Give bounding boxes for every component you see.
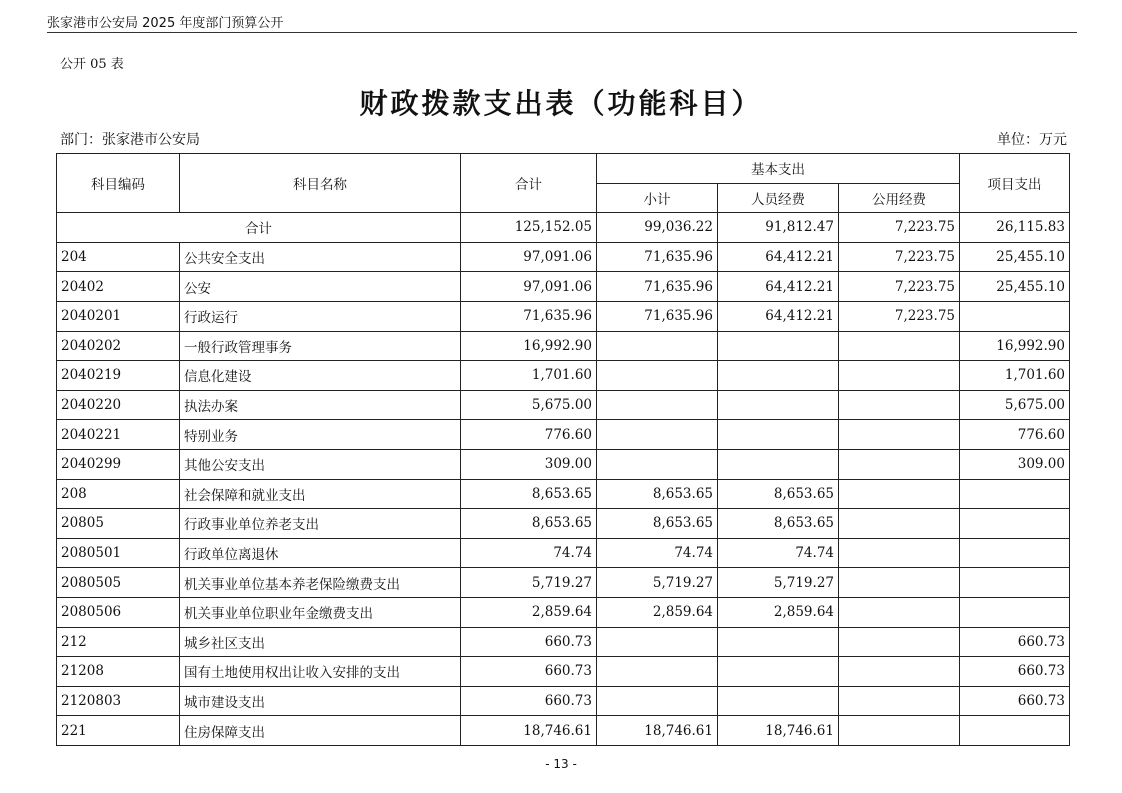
- public-cell: [839, 361, 960, 391]
- name-cell: 行政单位离退休: [180, 538, 461, 568]
- subtotal-cell: 5,719.27: [597, 568, 718, 598]
- project-cell: 660.73: [960, 657, 1070, 687]
- subtotal-cell: 71,635.96: [597, 242, 718, 272]
- code-cell: 204: [57, 242, 180, 272]
- personnel-cell: 8,653.65: [718, 509, 839, 539]
- header-public: 公用经费: [839, 183, 960, 213]
- total-cell: 18,746.61: [461, 716, 597, 746]
- public-cell: [839, 716, 960, 746]
- total-cell: 97,091.06: [461, 242, 597, 272]
- name-cell: 城市建设支出: [180, 686, 461, 716]
- public-cell: 7,223.75: [839, 272, 960, 302]
- table-row: [57, 538, 1070, 568]
- total-cell: 660.73: [461, 627, 597, 657]
- total-cell: 8,653.65: [461, 479, 597, 509]
- code-cell: 2080501: [57, 538, 180, 568]
- subtotal-cell: [597, 449, 718, 479]
- total-cell: 660.73: [461, 657, 597, 687]
- total-cell: 71,635.96: [461, 301, 597, 331]
- name-cell: 执法办案: [180, 390, 461, 420]
- project-cell: 26,115.83: [960, 213, 1070, 243]
- subtotal-cell: [597, 390, 718, 420]
- public-cell: [839, 509, 960, 539]
- header-name: 科目名称: [180, 154, 461, 213]
- header-project: 项目支出: [960, 154, 1070, 213]
- personnel-cell: [718, 361, 839, 391]
- page-title: 财政拨款支出表（功能科目）: [359, 87, 763, 120]
- public-cell: [839, 686, 960, 716]
- personnel-cell: 18,746.61: [718, 716, 839, 746]
- project-cell: 309.00: [960, 449, 1070, 479]
- personnel-cell: 64,412.21: [718, 272, 839, 302]
- personnel-cell: [718, 331, 839, 361]
- personnel-cell: 8,653.65: [718, 479, 839, 509]
- name-cell: 一般行政管理事务: [180, 331, 461, 361]
- code-cell: 20805: [57, 509, 180, 539]
- name-cell: 行政运行: [180, 301, 461, 331]
- public-cell: [839, 479, 960, 509]
- subtotal-cell: [597, 627, 718, 657]
- total-cell: 5,675.00: [461, 390, 597, 420]
- subtotal-cell: [597, 331, 718, 361]
- code-cell: 212: [57, 627, 180, 657]
- project-cell: [960, 716, 1070, 746]
- personnel-cell: 74.74: [718, 538, 839, 568]
- code-cell: 21208: [57, 657, 180, 687]
- project-cell: [960, 597, 1070, 627]
- name-cell: 公共安全支出: [180, 242, 461, 272]
- total-cell: 97,091.06: [461, 272, 597, 302]
- total-cell: 1,701.60: [461, 361, 597, 391]
- name-cell: 其他公安支出: [180, 449, 461, 479]
- public-cell: 7,223.75: [839, 213, 960, 243]
- project-cell: 25,455.10: [960, 242, 1070, 272]
- department-label: 部门：张家港市公安局: [60, 132, 200, 148]
- header-basic: 基本支出: [597, 154, 960, 184]
- header-subtotal: 小计: [597, 183, 718, 213]
- public-cell: [839, 449, 960, 479]
- total-cell: 776.60: [461, 420, 597, 450]
- public-cell: 7,223.75: [839, 242, 960, 272]
- personnel-cell: [718, 420, 839, 450]
- subtotal-cell: [597, 657, 718, 687]
- subtotal-cell: 8,653.65: [597, 479, 718, 509]
- subtotal-cell: [597, 686, 718, 716]
- project-cell: 16,992.90: [960, 331, 1070, 361]
- subtotal-cell: 8,653.65: [597, 509, 718, 539]
- table-row: [57, 627, 1070, 657]
- code-cell: 2120803: [57, 686, 180, 716]
- code-cell: 2040202: [57, 331, 180, 361]
- table-row: [57, 657, 1070, 687]
- subtotal-cell: 99,036.22: [597, 213, 718, 243]
- table-row: [57, 390, 1070, 420]
- table-row: [57, 479, 1070, 509]
- table-row: [57, 509, 1070, 539]
- personnel-cell: 64,412.21: [718, 242, 839, 272]
- public-cell: [839, 627, 960, 657]
- total-cell: 2,859.64: [461, 597, 597, 627]
- code-cell: 2040219: [57, 361, 180, 391]
- project-cell: 1,701.60: [960, 361, 1070, 391]
- code-cell: 2080505: [57, 568, 180, 598]
- project-cell: 776.60: [960, 420, 1070, 450]
- subtotal-cell: 74.74: [597, 538, 718, 568]
- table-row: [57, 686, 1070, 716]
- name-cell: 机关事业单位基本养老保险缴费支出: [180, 568, 461, 598]
- header-personnel: 人员经费: [718, 183, 839, 213]
- public-cell: [839, 390, 960, 420]
- document-header: 张家港市公安局 2025 年度部门预算公开: [47, 16, 284, 31]
- project-cell: [960, 538, 1070, 568]
- public-cell: [839, 568, 960, 598]
- personnel-cell: 5,719.27: [718, 568, 839, 598]
- total-cell: 125,152.05: [461, 213, 597, 243]
- table-row: [57, 331, 1070, 361]
- subtotal-cell: 18,746.61: [597, 716, 718, 746]
- code-cell: 208: [57, 479, 180, 509]
- header-total: 合计: [461, 154, 597, 213]
- name-cell: 机关事业单位职业年金缴费支出: [180, 597, 461, 627]
- name-cell: 公安: [180, 272, 461, 302]
- personnel-cell: 64,412.21: [718, 301, 839, 331]
- subtotal-cell: [597, 361, 718, 391]
- code-cell: 20402: [57, 272, 180, 302]
- personnel-cell: [718, 449, 839, 479]
- name-cell: 住房保障支出: [180, 716, 461, 746]
- total-row: [57, 213, 1070, 243]
- name-cell: 城乡社区支出: [180, 627, 461, 657]
- unit-label: 单位：万元: [997, 132, 1067, 148]
- total-cell: 8,653.65: [461, 509, 597, 539]
- table-row: [57, 449, 1070, 479]
- public-cell: [839, 597, 960, 627]
- subtotal-cell: [597, 420, 718, 450]
- public-cell: [839, 657, 960, 687]
- total-cell: 309.00: [461, 449, 597, 479]
- project-cell: [960, 479, 1070, 509]
- name-cell: 国有土地使用权出让收入安排的支出: [180, 657, 461, 687]
- total-cell: 660.73: [461, 686, 597, 716]
- table-row: [57, 301, 1070, 331]
- project-cell: [960, 568, 1070, 598]
- public-cell: [839, 331, 960, 361]
- code-cell: 2080506: [57, 597, 180, 627]
- total-label: 合计: [57, 213, 461, 243]
- table-row: [57, 272, 1070, 302]
- public-cell: 7,223.75: [839, 301, 960, 331]
- public-cell: [839, 538, 960, 568]
- personnel-cell: [718, 657, 839, 687]
- subtotal-cell: 2,859.64: [597, 597, 718, 627]
- table-row: [57, 420, 1070, 450]
- personnel-cell: 2,859.64: [718, 597, 839, 627]
- project-cell: [960, 509, 1070, 539]
- name-cell: 社会保障和就业支出: [180, 479, 461, 509]
- personnel-cell: [718, 686, 839, 716]
- subtotal-cell: 71,635.96: [597, 272, 718, 302]
- subtotal-cell: 71,635.96: [597, 301, 718, 331]
- form-number: 公开 05 表: [60, 57, 124, 72]
- table-row: [57, 568, 1070, 598]
- code-cell: 2040299: [57, 449, 180, 479]
- total-cell: 5,719.27: [461, 568, 597, 598]
- total-cell: 16,992.90: [461, 331, 597, 361]
- total-cell: 74.74: [461, 538, 597, 568]
- table-row: [57, 242, 1070, 272]
- public-cell: [839, 420, 960, 450]
- name-cell: 行政事业单位养老支出: [180, 509, 461, 539]
- budget-table: [56, 153, 1070, 746]
- project-cell: 5,675.00: [960, 390, 1070, 420]
- code-cell: 2040221: [57, 420, 180, 450]
- page-number: - 13 -: [545, 757, 577, 771]
- name-cell: 特别业务: [180, 420, 461, 450]
- project-cell: 660.73: [960, 627, 1070, 657]
- project-cell: [960, 301, 1070, 331]
- header-divider: [47, 32, 1077, 33]
- table-row: [57, 716, 1070, 746]
- name-cell: 信息化建设: [180, 361, 461, 391]
- code-cell: 221: [57, 716, 180, 746]
- personnel-cell: 91,812.47: [718, 213, 839, 243]
- code-cell: 2040201: [57, 301, 180, 331]
- project-cell: 25,455.10: [960, 272, 1070, 302]
- table-row: [57, 361, 1070, 391]
- personnel-cell: [718, 627, 839, 657]
- header-code: 科目编码: [57, 154, 180, 213]
- project-cell: 660.73: [960, 686, 1070, 716]
- personnel-cell: [718, 390, 839, 420]
- code-cell: 2040220: [57, 390, 180, 420]
- table-row: [57, 597, 1070, 627]
